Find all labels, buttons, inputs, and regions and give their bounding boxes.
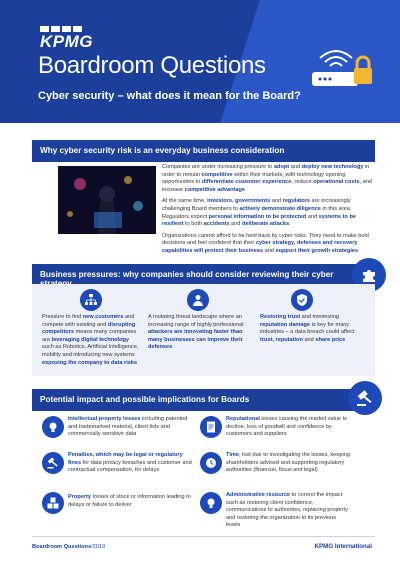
highlight-text: Penalties, which may be legal or regulatory fines [68, 452, 183, 466]
body-text: losses of stock or information leading to delays or failure to deliver [68, 494, 191, 508]
footer-publication-year: /2019 [91, 544, 106, 550]
body-text: . [289, 221, 291, 228]
highlight-text: Restoring trust [260, 314, 301, 320]
highlight-text: regulators [282, 198, 310, 205]
section1-paragraph-3 [162, 233, 372, 256]
body-text: means many companies are [42, 329, 137, 343]
lightbulb-icon [42, 416, 64, 438]
section3-heading-bar [32, 389, 375, 411]
impact-time [226, 452, 351, 475]
highlight-text: differentiate customer experience [201, 179, 292, 186]
highlight-text: operational costs [313, 179, 360, 186]
body-text: , reduce [291, 179, 314, 186]
section1-heading: Why cyber security risk is an everyday business consideration [40, 146, 285, 155]
body-text: At the same time, [162, 198, 208, 205]
highlight-text: actively demonstrate diligence [239, 205, 321, 212]
body-text: is key for many industries – a data breach could affect [260, 321, 355, 336]
gavel-icon [42, 452, 64, 474]
section3-heading: Potential impact and possible implications for Boards [40, 395, 250, 404]
pressure-customers-text [42, 314, 142, 367]
footer-brand: KPMG International [314, 543, 372, 550]
body-text: , lost due to investigating the losses, keeping shareholders advised and supporting regulatory authorities (financial, fiscal and legal) [226, 452, 350, 474]
highlight-text: adopt [273, 164, 290, 170]
page-subtitle: Cyber security – what does it mean for the Board? [38, 90, 301, 102]
highlight-text: exposing the company to data risks [42, 359, 138, 366]
person-icon [187, 289, 209, 311]
highlight-text: deliberate attacks [241, 221, 290, 228]
highlight-text: trust, reputation [260, 336, 303, 343]
body-text: to correct the impact such as restoring client confidence, communications to authorities, replacing property and restoring the organization to its previous levels [226, 492, 348, 529]
highlight-text: Administrative resource [226, 492, 291, 498]
body-text: and minimizing [300, 314, 339, 320]
section1-paragraph-2 [162, 198, 372, 228]
body-text: Organizations cannot afford to be held back by cyber risks. They need to make bold decisions and feel confident that their [162, 232, 369, 247]
body-text: such as Robotics, Artificial Intelligence, mobility and introducing new systems [42, 344, 139, 358]
highlight-text: deploy new technology [301, 164, 364, 170]
highlight-text: competitive [201, 171, 233, 178]
highlight-text: investors, governments [207, 198, 271, 205]
body-text: in order to remain [162, 164, 370, 178]
sitemap-icon [80, 289, 102, 311]
highlight-text: disrupting competitors [42, 321, 136, 336]
section1-heading-bar [32, 140, 375, 162]
section1-paragraph-1 [162, 164, 372, 194]
document-icon [200, 416, 222, 438]
body-text: within their markets, with technology opening opportunities to [162, 171, 346, 186]
highlight-text: leveraging digital technology [51, 336, 130, 343]
gavel-large-icon [348, 381, 382, 415]
highlight-text: share price [315, 336, 346, 343]
shield-check-icon [291, 289, 313, 311]
impact-administrative [226, 492, 351, 530]
body-text: and [306, 213, 319, 220]
body-text: to both [183, 221, 204, 228]
pressure-trust-text [260, 314, 360, 344]
highlight-text: cyber strategy, defenses and recovery capabilities will protect their business [162, 240, 358, 254]
section2-heading: Business pressures: why companies should consider reviewing their cyber [40, 270, 334, 279]
highlight-text: accidents [203, 221, 230, 228]
impact-property [68, 494, 193, 509]
highlight-text: Property [68, 494, 92, 500]
body-text: and [263, 247, 276, 254]
highlight-text: Time [226, 452, 239, 458]
section1-text [162, 164, 372, 260]
impact-penalties [68, 452, 193, 475]
body-text: , and increase [162, 179, 372, 193]
body-text: and [302, 336, 316, 343]
header-banner [0, 0, 400, 123]
highlight-text: personal information to be protected [208, 213, 307, 220]
hacker-photo [58, 166, 156, 234]
body-text: Companies are under increasing pressure to [162, 164, 274, 170]
pressure-threats-text [148, 314, 248, 352]
body-text: losses causing the market value to decline, loss of goodwill and confidence by customers and suppliers [226, 416, 348, 438]
body-text: including patented and trademarked material, client lists and commercially sensitive data [68, 416, 188, 438]
footer-divider [32, 536, 375, 537]
highlight-text: competitive advantage [184, 186, 246, 193]
lightbulb-icon [200, 492, 222, 514]
body-text: are increasingly challenging Board members to [162, 198, 351, 212]
highlight-text: reputation damage [260, 321, 311, 328]
footer-publication [32, 544, 105, 550]
highlight-text: Reputational [226, 416, 260, 422]
section2-heading-bar [32, 264, 375, 286]
body-text: and compete with existing and [42, 314, 135, 328]
impact-reputational [226, 416, 351, 439]
impact-ip-losses [68, 416, 193, 439]
body-text: Pressure to find [42, 314, 83, 320]
footer-publication-title: Boardroom Questions [32, 544, 92, 550]
highlight-text: Intellectual property losses [68, 416, 141, 422]
body-text: and [229, 221, 242, 228]
clock-icon [200, 452, 222, 474]
body-text: and [289, 164, 302, 170]
kpmg-logo: KPMG [40, 32, 93, 51]
body-text: in this area. Regulators expect [162, 205, 352, 220]
highlight-text: new customers [82, 314, 124, 320]
body-text: A mutating threat landscape where an increasing range of highly professional [148, 314, 244, 328]
router-lock-icon [306, 38, 376, 98]
highlight-text: systems to be resilient [162, 213, 356, 228]
boxes-icon [42, 492, 64, 514]
page-title: Boardroom Questions [38, 52, 266, 79]
body-text: for data privacy breaches and customer and contractual compensation, for delays [68, 459, 192, 474]
body-text: and [270, 198, 283, 205]
highlight-text: support their growth strategies [275, 247, 359, 254]
highlight-text: attackers are innovating faster than many businesses can improve their defenses [148, 329, 243, 351]
